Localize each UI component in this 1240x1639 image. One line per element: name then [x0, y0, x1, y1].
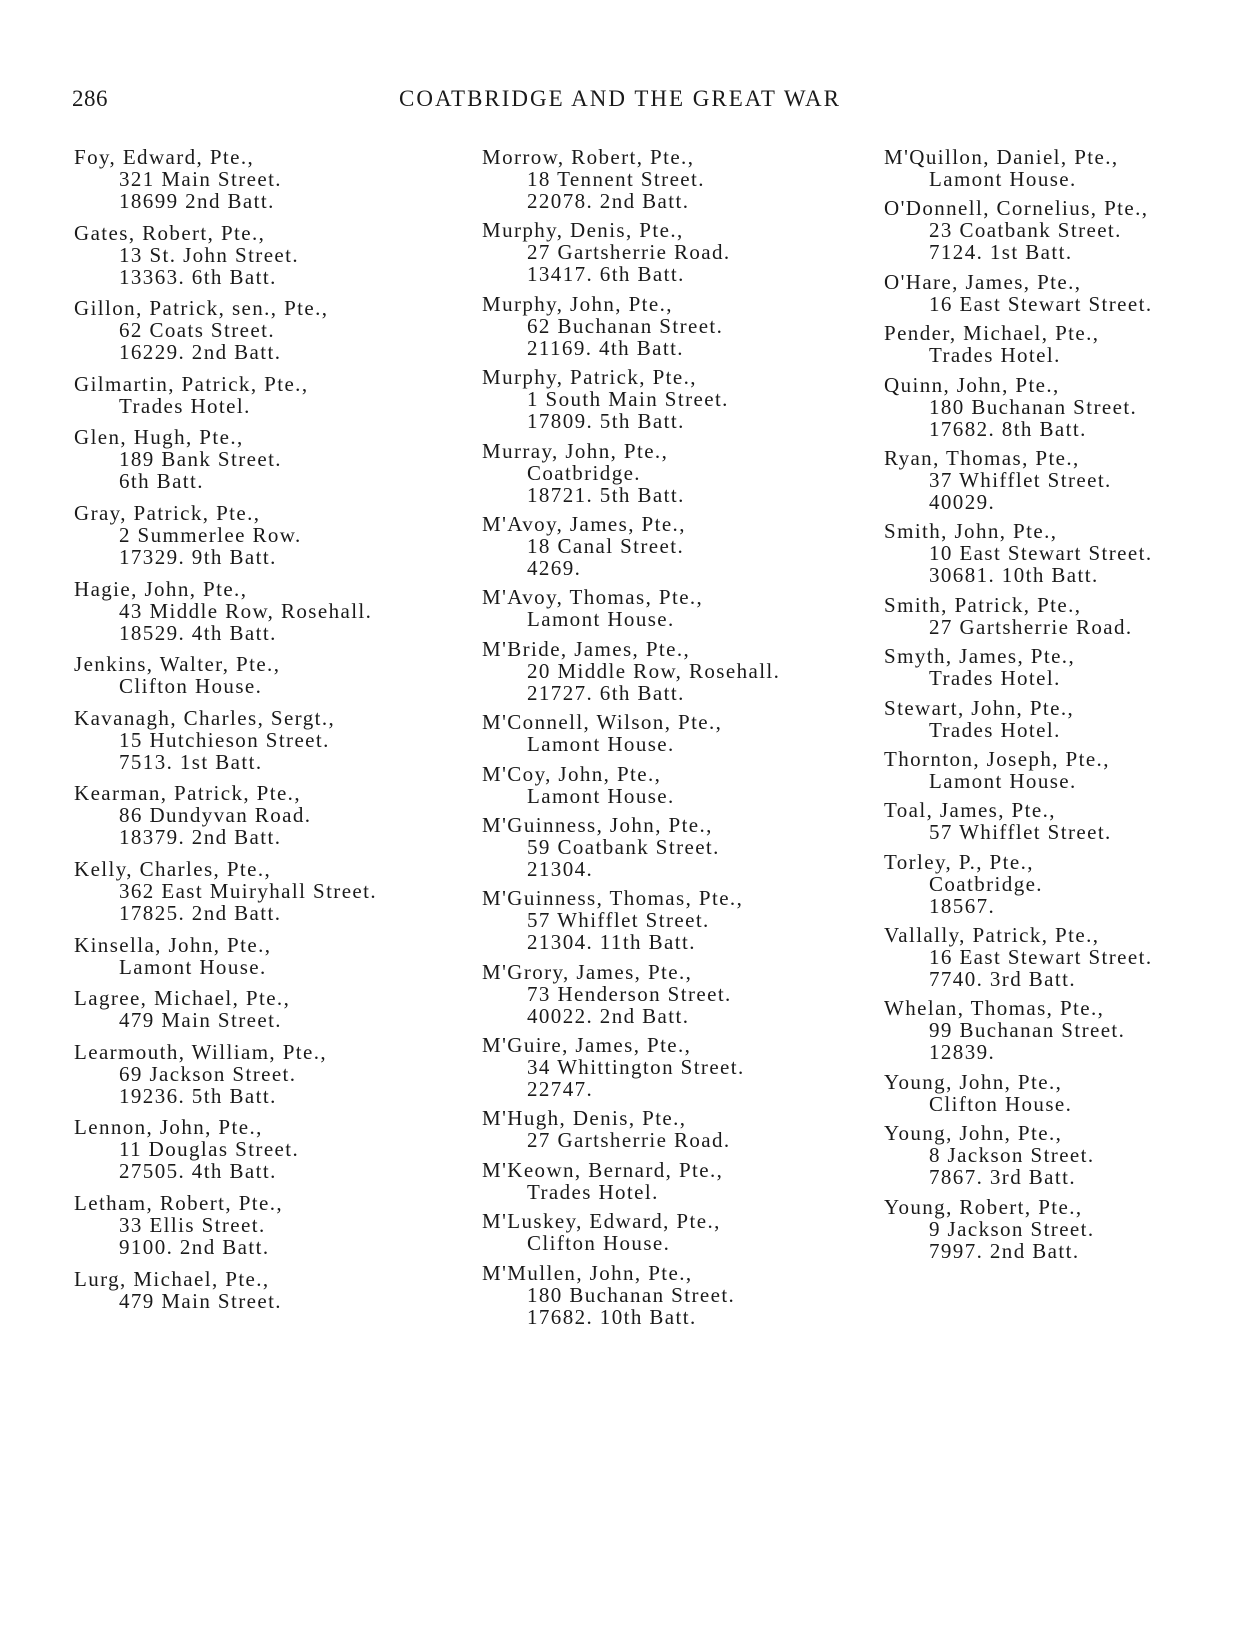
roll-entry: [74, 502, 377, 568]
roll-entry: [884, 924, 1153, 990]
soldier-detail: Trades Hotel.: [929, 717, 1061, 742]
soldier-detail: 17329. 9th Batt.: [119, 544, 277, 569]
soldier-detail: 40029.: [929, 489, 996, 514]
roll-entry: [884, 645, 1153, 689]
soldier-name: Torley, P., Pte.,: [884, 849, 1034, 874]
roll-entry: [482, 293, 780, 359]
roll-entry: [482, 1034, 780, 1100]
soldier-detail: 37 Whifflet Street.: [929, 467, 1112, 492]
soldier-detail: 16 East Stewart Street.: [929, 945, 1153, 970]
soldier-detail: 23 Coatbank Street.: [929, 218, 1122, 243]
soldier-detail: 40022. 2nd Batt.: [527, 1003, 690, 1028]
soldier-name: Toal, James, Pte.,: [884, 798, 1056, 823]
soldier-detail: 7740. 3rd Batt.: [929, 967, 1076, 992]
roll-entry: [482, 146, 780, 212]
soldier-detail: 16 East Stewart Street.: [929, 291, 1153, 316]
soldier-name: Kavanagh, Charles, Sergt.,: [74, 705, 336, 730]
soldier-detail: 22747.: [527, 1077, 594, 1102]
soldier-detail: Lamont House.: [527, 783, 675, 808]
roll-column-3: [884, 146, 1153, 1269]
soldier-detail: 9 Jackson Street.: [929, 1216, 1095, 1241]
soldier-detail: 27505. 4th Batt.: [119, 1159, 277, 1184]
roll-entry: [74, 782, 377, 848]
soldier-name: M'Avoy, Thomas, Pte.,: [482, 585, 704, 610]
roll-entry: [884, 851, 1153, 917]
roll-entry: [74, 297, 377, 363]
soldier-name: Smith, Patrick, Pte.,: [884, 592, 1082, 617]
soldier-detail: Trades Hotel.: [929, 343, 1061, 368]
roll-entry: [482, 513, 780, 579]
soldier-name: M'Guinness, John, Pte.,: [482, 812, 713, 837]
soldier-detail: 22078. 2nd Batt.: [527, 189, 690, 213]
roll-entry: [884, 447, 1153, 513]
soldier-detail: 17809. 5th Batt.: [527, 409, 685, 434]
soldier-detail: 16229. 2nd Batt.: [119, 340, 282, 365]
soldier-detail: 57 Whifflet Street.: [929, 820, 1112, 845]
soldier-detail: 19236. 5th Batt.: [119, 1083, 277, 1108]
roll-entry: [884, 197, 1153, 263]
soldier-name: Gilmartin, Patrick, Pte.,: [74, 371, 309, 396]
soldier-detail: 180 Buchanan Street.: [527, 1282, 736, 1307]
soldier-name: Murray, John, Pte.,: [482, 438, 669, 463]
soldier-detail: 18567.: [929, 893, 996, 918]
roll-entry: [74, 653, 377, 697]
soldier-detail: 2 Summerlee Row.: [119, 522, 302, 547]
soldier-name: Lurg, Michael, Pte.,: [74, 1266, 270, 1291]
roll-entry: [884, 271, 1153, 315]
soldier-name: Vallally, Patrick, Pte.,: [884, 923, 1100, 948]
soldier-detail: 17682. 8th Batt.: [929, 416, 1087, 441]
soldier-detail: 11 Douglas Street.: [119, 1137, 300, 1162]
soldier-name: M'Luskey, Edward, Pte.,: [482, 1209, 721, 1234]
soldier-detail: 59 Coatbank Street.: [527, 834, 720, 859]
soldier-detail: 7124. 1st Batt.: [929, 240, 1073, 265]
soldier-name: Pender, Michael, Pte.,: [884, 321, 1100, 346]
soldier-detail: 99 Buchanan Street.: [929, 1018, 1126, 1043]
soldier-detail: Trades Hotel.: [929, 666, 1061, 691]
roll-entry: [74, 578, 377, 644]
soldier-name: Lennon, John, Pte.,: [74, 1115, 263, 1140]
soldier-detail: Clifton House.: [929, 1091, 1073, 1116]
roll-entry: [482, 366, 780, 432]
soldier-detail: 33 Ellis Street.: [119, 1212, 266, 1237]
roll-entry: [74, 373, 377, 417]
roll-entry: [884, 748, 1153, 792]
roll-entry: [74, 987, 377, 1031]
soldier-name: M'Mullen, John, Pte.,: [482, 1260, 693, 1285]
soldier-name: Smith, John, Pte.,: [884, 519, 1058, 544]
roll-entry: [74, 222, 377, 288]
soldier-name: M'Grory, James, Pte.,: [482, 959, 693, 984]
soldier-detail: Lamont House.: [527, 732, 675, 757]
roll-entry: [482, 1107, 780, 1151]
roll-entry: [74, 1192, 377, 1258]
soldier-detail: Trades Hotel.: [119, 393, 251, 418]
roll-entry: [482, 814, 780, 880]
soldier-detail: Lamont House.: [929, 768, 1077, 793]
soldier-detail: 189 Bank Street.: [119, 447, 282, 472]
roll-entry: [482, 638, 780, 704]
soldier-name: Whelan, Thomas, Pte.,: [884, 996, 1105, 1021]
soldier-detail: Lamont House.: [119, 954, 267, 979]
roll-column-2: [482, 146, 780, 1335]
soldier-name: M'Quillon, Daniel, Pte.,: [884, 145, 1119, 169]
soldier-detail: 479 Main Street.: [119, 1288, 282, 1313]
soldier-name: Lagree, Michael, Pte.,: [74, 986, 291, 1011]
soldier-detail: Trades Hotel.: [527, 1179, 659, 1204]
soldier-name: Quinn, John, Pte.,: [884, 372, 1060, 397]
soldier-detail: Clifton House.: [527, 1231, 671, 1256]
page-title: COATBRIDGE AND THE GREAT WAR: [399, 86, 841, 111]
soldier-detail: 180 Buchanan Street.: [929, 394, 1138, 419]
soldier-detail: 27 Gartsherrie Road.: [527, 240, 731, 265]
soldier-detail: 73 Henderson Street.: [527, 981, 732, 1006]
soldier-detail: 479 Main Street.: [119, 1008, 282, 1033]
soldier-name: Gray, Patrick, Pte.,: [74, 500, 261, 525]
soldier-detail: 362 East Muiryhall Street.: [119, 878, 378, 903]
soldier-name: Kearman, Patrick, Pte.,: [74, 781, 301, 806]
soldier-detail: 21169. 4th Batt.: [527, 335, 684, 360]
roll-entry: [884, 997, 1153, 1063]
soldier-name: Kinsella, John, Pte.,: [74, 932, 272, 957]
soldier-name: Smyth, James, Pte.,: [884, 644, 1076, 669]
soldier-detail: 7513. 1st Batt.: [119, 749, 263, 774]
soldier-detail: 43 Middle Row, Rosehall.: [119, 598, 373, 623]
roll-entry: [74, 426, 377, 492]
soldier-name: Murphy, John, Pte.,: [482, 291, 673, 316]
soldier-name: Murphy, Denis, Pte.,: [482, 218, 684, 243]
soldier-detail: 321 Main Street.: [119, 167, 282, 191]
soldier-name: Kelly, Charles, Pte.,: [74, 856, 272, 881]
roll-column-1: [74, 146, 377, 1321]
soldier-name: Gillon, Patrick, sen., Pte.,: [74, 296, 329, 321]
soldier-detail: 12839.: [929, 1040, 996, 1065]
roll-entry: [884, 697, 1153, 741]
roll-entry: [74, 934, 377, 978]
soldier-name: M'Coy, John, Pte.,: [482, 761, 662, 786]
soldier-name: Young, John, Pte.,: [884, 1069, 1063, 1094]
soldier-detail: 62 Coats Street.: [119, 318, 275, 343]
soldier-detail: 13 St. John Street.: [119, 242, 300, 267]
roll-entry: [482, 440, 780, 506]
roll-entry: [482, 887, 780, 953]
soldier-detail: 18 Tennent Street.: [527, 167, 705, 191]
soldier-name: O'Hare, James, Pte.,: [884, 269, 1082, 294]
soldier-detail: 21304.: [527, 856, 594, 881]
soldier-detail: 21727. 6th Batt.: [527, 680, 685, 705]
soldier-detail: 9100. 2nd Batt.: [119, 1234, 270, 1259]
soldier-name: M'Keown, Bernard, Pte.,: [482, 1157, 724, 1182]
soldier-detail: 21304. 11th Batt.: [527, 930, 696, 955]
roll-entry: [884, 1071, 1153, 1115]
soldier-detail: 34 Whittington Street.: [527, 1055, 745, 1080]
soldier-name: M'Avoy, James, Pte.,: [482, 511, 686, 536]
soldier-detail: 15 Hutchieson Street.: [119, 727, 330, 752]
soldier-detail: 7867. 3rd Batt.: [929, 1165, 1076, 1190]
soldier-name: M'Guinness, Thomas, Pte.,: [482, 886, 744, 911]
roll-entry: [884, 146, 1153, 190]
soldier-name: Learmouth, William, Pte.,: [74, 1039, 328, 1064]
roll-entry: [884, 594, 1153, 638]
page-number: 286: [72, 86, 108, 111]
soldier-detail: Lamont House.: [527, 607, 675, 632]
roll-entry: [482, 711, 780, 755]
soldier-detail: 13363. 6th Batt.: [119, 264, 277, 289]
soldier-detail: Clifton House.: [119, 674, 263, 699]
soldier-name: Glen, Hugh, Pte.,: [74, 425, 244, 450]
soldier-name: O'Donnell, Cornelius, Pte.,: [884, 196, 1149, 221]
soldier-detail: 18699 2nd Batt.: [119, 189, 275, 213]
soldier-name: Letham, Robert, Pte.,: [74, 1190, 284, 1215]
roll-entry: [482, 1210, 780, 1254]
roll-entry: [482, 1159, 780, 1203]
soldier-detail: 27 Gartsherrie Road.: [527, 1128, 731, 1153]
soldier-name: M'Guire, James, Pte.,: [482, 1033, 692, 1058]
soldier-detail: 20 Middle Row, Rosehall.: [527, 658, 781, 683]
soldier-detail: 13417. 6th Batt.: [527, 262, 685, 287]
roll-entry: [884, 322, 1153, 366]
soldier-detail: 18 Canal Street.: [527, 533, 685, 558]
soldier-name: Jenkins, Walter, Pte.,: [74, 652, 281, 677]
soldier-detail: 69 Jackson Street.: [119, 1061, 297, 1086]
roll-entry: [884, 1196, 1153, 1262]
soldier-name: Ryan, Thomas, Pte.,: [884, 445, 1080, 470]
soldier-detail: 86 Dundyvan Road.: [119, 803, 312, 828]
roll-entry: [482, 961, 780, 1027]
soldier-name: Morrow, Robert, Pte.,: [482, 145, 695, 169]
soldier-name: Murphy, Patrick, Pte.,: [482, 365, 697, 390]
roll-entry: [884, 520, 1153, 586]
soldier-detail: 4269.: [527, 555, 582, 580]
soldier-name: M'Bride, James, Pte.,: [482, 636, 691, 661]
soldier-name: Thornton, Joseph, Pte.,: [884, 746, 1110, 771]
roll-entry: [74, 858, 377, 924]
soldier-name: Young, John, Pte.,: [884, 1121, 1063, 1146]
roll-entry: [884, 799, 1153, 843]
soldier-detail: 57 Whifflet Street.: [527, 908, 710, 933]
soldier-detail: Coatbridge.: [527, 460, 641, 485]
roll-entry: [74, 1116, 377, 1182]
soldier-detail: 18379. 2nd Batt.: [119, 825, 282, 850]
soldier-detail: 18529. 4th Batt.: [119, 620, 277, 645]
soldier-name: Foy, Edward, Pte.,: [74, 145, 255, 169]
soldier-detail: 17825. 2nd Batt.: [119, 900, 282, 925]
soldier-detail: 6th Batt.: [119, 469, 204, 494]
soldier-detail: 17682. 10th Batt.: [527, 1304, 697, 1329]
soldier-detail: Lamont House.: [929, 167, 1077, 191]
roll-entry: [482, 763, 780, 807]
roll-entry: [482, 219, 780, 285]
roll-entry: [74, 1041, 377, 1107]
roll-entry: [482, 586, 780, 630]
soldier-name: M'Hugh, Denis, Pte.,: [482, 1106, 687, 1131]
soldier-detail: 1 South Main Street.: [527, 387, 729, 412]
roll-entry: [884, 374, 1153, 440]
soldier-detail: 18721. 5th Batt.: [527, 482, 685, 507]
soldier-name: Stewart, John, Pte.,: [884, 695, 1075, 720]
soldier-detail: 30681. 10th Batt.: [929, 563, 1099, 588]
soldier-detail: 10 East Stewart Street.: [929, 541, 1153, 566]
roll-entry: [74, 1268, 377, 1312]
soldier-detail: Coatbridge.: [929, 871, 1043, 896]
roll-entry: [74, 146, 377, 212]
soldier-name: Hagie, John, Pte.,: [74, 576, 248, 601]
roll-entry: [74, 707, 377, 773]
soldier-name: Young, Robert, Pte.,: [884, 1194, 1083, 1219]
soldier-detail: 8 Jackson Street.: [929, 1143, 1095, 1168]
roll-entry: [482, 1262, 780, 1328]
soldier-detail: 27 Gartsherrie Road.: [929, 614, 1133, 639]
soldier-detail: 62 Buchanan Street.: [527, 313, 724, 338]
soldier-detail: 7997. 2nd Batt.: [929, 1238, 1080, 1263]
roll-entry: [884, 1122, 1153, 1188]
soldier-name: M'Connell, Wilson, Pte.,: [482, 710, 723, 735]
soldier-name: Gates, Robert, Pte.,: [74, 220, 266, 245]
